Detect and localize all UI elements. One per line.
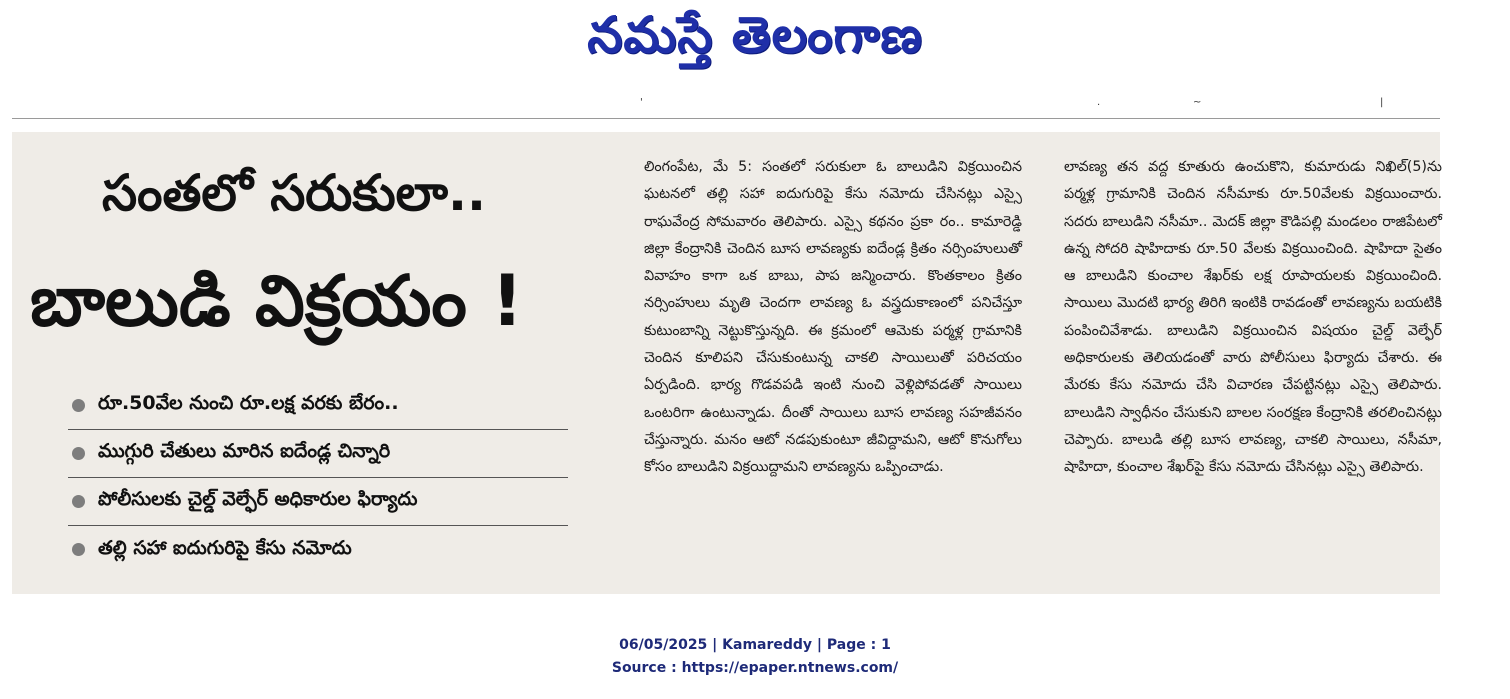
highlight-item xyxy=(68,526,568,574)
masthead-title: నమస్తే తెలంగాణ xyxy=(587,5,923,64)
highlight-list xyxy=(68,382,568,574)
highlight-text: తల్లి సహా ఐదుగురిపై కేసు నమోదు xyxy=(98,536,352,559)
highlight-item xyxy=(68,382,568,430)
highlight-item xyxy=(68,430,568,478)
bullet-dot-icon xyxy=(72,543,85,556)
header-divider xyxy=(12,118,1440,119)
highlight-item xyxy=(68,478,568,526)
page-mark: | xyxy=(1380,97,1384,108)
news-clipping xyxy=(12,132,1440,594)
article-column-2: లావణ్య తన వద్ద కూతురు ఉంచుకొని, కుమారుడు నిఖిల్(5)ను పర్మళ్ల గ్రామానికి చెందిన నసీమాకు రూ.50వేలకు విక్రయించారు. సదరు బాలుడిని నసీమా.. మెదక్ జిల్లా కౌడిపల్లి మండలం రాజిపేటలో ఉన్న సోదరి షాహిదాకు రూ.50 వేలకు విక్రయించింది. షాహిదా సైతం ఆ బాలుడిని కుంచాల శేఖర్‌కు లక్ష రూపాయలకు విక్రయించింది. సాయిలు మొదటి భార్య తిరిగి ఇంటికి రావడంతో లావణ్యను బయటికి పంపించివేశాడు. బాలుడిని విక్రయించిన విషయం చైల్డ్ వెల్ఫేర్ అధికారులకు తెలియడంతో వారు పోలీసులు ఫిర్యాదు చేశారు. ఈ మేరకు కేసు నమోదు చేసి విచారణ చేపట్టినట్లు ఎస్సై తెలిపారు. బాలుడిని స్వాధీనం చేసుకుని బాలల సంరక్షణ కేంద్రానికి తరలించినట్లు చెప్పారు. బాలుడి తల్లి బూస లావణ్య, చాకలి సాయిలు, నసీమా, షాహిదా, కుంచాల శేఖర్‌పై కేసు నమోదు చేసినట్లు ఎస్సై తెలిపారు. xyxy=(1064,159,1442,476)
bullet-dot-icon xyxy=(72,399,85,412)
highlight-text: రూ.50వేల నుంచి రూ.లక్ష వరకు బేరం.. xyxy=(98,392,399,414)
bullet-dot-icon xyxy=(72,447,85,460)
highlight-text: పోలీసులకు చైల్డ్ వెల్ఫేర్ అధికారుల ఫిర్యాదు xyxy=(98,488,418,510)
bullet-dot-icon xyxy=(72,495,85,508)
headline-line-2: బాలుడి విక్రయం ! xyxy=(30,260,524,342)
article-column-1: లింగంపేట, మే 5: సంతలో సరుకులా ఓ బాలుడిని విక్రయించిన ఘటనలో తల్లి సహా ఐదుగురిపై కేసు నమోదు చేసినట్లు ఎస్సై రాఘవేంద్ర సోమవారం తెలిపారు. ఎస్సై కథనం ప్రకా రం.. కామారెడ్డి జిల్లా కేంద్రానికి చెందిన బూస లావణ్యకు ఐదేండ్ల క్రితం నర్సింహులుతో వివాహం కాగా ఒక బాబు, పాప జన్మించారు. కొంతకాలం క్రితం నర్సింహులు మృతి చెందగా లావణ్య ఓ వస్త్రదుకాణంలో పనిచేస్తూ కుటుంబాన్ని నెట్టుకొస్తున్నది. ఈ క్రమంలో ఆమెకు పర్మళ్ల గ్రామానికి చెందిన కూలిపని చేసుకుంటున్న చాకలి సాయిలుతో పరిచయం ఏర్పడింది. భార్య గొడవపడి ఇంటి నుంచి వెళ్లిపోవడతో సాయిలు ఒంటరిగా ఉంటున్నాడు. దీంతో సాయిలు బూస లావణ్య సహజీవనం చేస్తున్నారు. మనం ఆటో నడపుకుంటూ జీవిద్దామని, ఆటో కొనుగోలు కోసం బాలుడిని విక్రయిద్దామని లావణ్యను ఒప్పించాడు. xyxy=(644,159,1022,476)
page-mark: ' xyxy=(640,97,643,108)
highlight-text: ముగ్గురి చేతులు మారిన ఐదేండ్ల చిన్నారి xyxy=(98,440,391,462)
page-mark: . xyxy=(1097,97,1101,108)
newspaper-masthead xyxy=(470,6,1040,76)
footer-source: Source : https://epaper.ntnews.com/ xyxy=(611,660,899,676)
page-mark: ~ xyxy=(1193,97,1202,108)
headline-line-1: సంతలో సరుకులా.. xyxy=(102,164,486,222)
footer-date-edition: 06/05/2025 | Kamareddy | Page : 1 xyxy=(619,637,891,653)
